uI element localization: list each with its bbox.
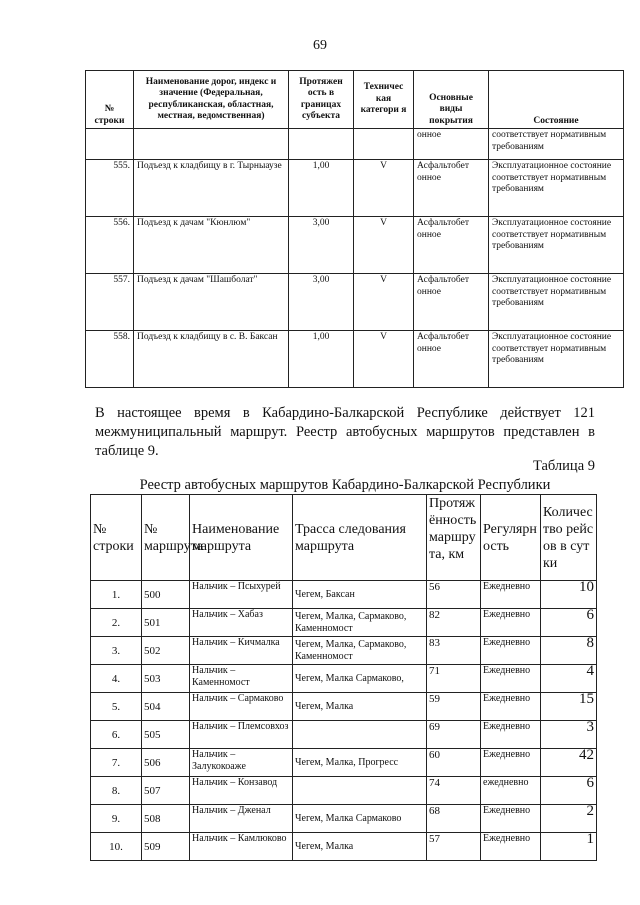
route-number: 509 [142,833,190,861]
route-name: Нальчик – Камлюково [190,833,293,861]
route-row-number: 1. [91,581,142,609]
route-name: Нальчик – Каменномост [190,665,293,693]
row-number: 556. [86,217,134,274]
road-state: Эксплуатационное состояние соответствует нормативным требованиям [489,160,624,217]
route-path: Чегем, Малка [293,693,427,721]
road-category: V [354,160,414,217]
table-row [91,721,597,749]
route-number: 506 [142,749,190,777]
route-trips: 15 [541,693,597,721]
route-regularity: Ежедневно [481,805,541,833]
routes-table [90,494,597,861]
routes-header-length: Протяжённость маршрута, км [427,495,481,581]
table-row [91,777,597,805]
road-category: V [354,331,414,388]
route-name: Нальчик – Сармаково [190,693,293,721]
routes-header-name: Наименование маршрута [190,495,293,581]
route-path: Чегем, Малка, Сармаково, Каменномост [293,637,427,665]
surface-cell: онное [414,129,489,160]
road-category: V [354,217,414,274]
roads-header-length: Протяжен ость в границах субъекта [289,71,354,129]
road-length: 1,00 [289,331,354,388]
route-path: Чегем, Баксан [293,581,427,609]
table-row [91,833,597,861]
table-row [91,749,597,777]
table-row [86,217,624,274]
route-trips: 4 [541,665,597,693]
route-name: Нальчик – Племсовхоз [190,721,293,749]
table-row-continuation [86,129,624,160]
route-number: 508 [142,805,190,833]
routes-header-row: № строки [91,495,142,581]
route-regularity: Ежедневно [481,749,541,777]
table-row [86,331,624,388]
route-number: 507 [142,777,190,805]
route-number: 504 [142,693,190,721]
route-path: Чегем, Малка, Прогресс [293,749,427,777]
route-row-number: 9. [91,805,142,833]
route-number: 500 [142,581,190,609]
route-path: Чегем, Малка Сармаково [293,805,427,833]
road-length: 1,00 [289,160,354,217]
table-label: Таблица 9 [532,458,595,474]
route-row-number: 8. [91,777,142,805]
route-trips: 3 [541,721,597,749]
road-category: V [354,274,414,331]
route-regularity: Ежедневно [481,609,541,637]
route-regularity: Ежедневно [481,637,541,665]
route-trips: 8 [541,637,597,665]
route-length: 57 [427,833,481,861]
table-row [86,274,624,331]
route-row-number: 4. [91,665,142,693]
route-regularity: ежедневно [481,777,541,805]
roads-header-num: № строки [86,71,134,129]
route-regularity: Ежедневно [481,581,541,609]
page-number: 69 [313,38,327,53]
road-state: Эксплуатационное состояние соответствует нормативным требованиям [489,274,624,331]
roads-table [85,70,624,388]
road-surface: Асфальтобет онное [414,217,489,274]
route-path: Чегем, Малка, Сармаково, Каменномост [293,609,427,637]
roads-header-state: Состояние [489,71,624,129]
table-row [91,805,597,833]
route-regularity: Ежедневно [481,665,541,693]
road-name: Подъезд к дачам "Шашболат" [134,274,289,331]
row-number: 557. [86,274,134,331]
roads-header-name: Наименование дорог, индекс и значение (Федеральная, республиканская, областная, местная, ведомственная) [134,71,289,129]
route-row-number: 7. [91,749,142,777]
route-path [293,721,427,749]
table-row [91,693,597,721]
route-length: 59 [427,693,481,721]
route-path: Чегем, Малка Сармаково, [293,665,427,693]
road-surface: Асфальтобет онное [414,160,489,217]
routes-header-route: № маршрута [142,495,190,581]
route-regularity: Ежедневно [481,693,541,721]
route-name: Нальчик – Хабаз [190,609,293,637]
route-length: 74 [427,777,481,805]
route-trips: 2 [541,805,597,833]
road-surface: Асфальтобет онное [414,274,489,331]
table-row [91,581,597,609]
route-name: Нальчик – Псыхурей [190,581,293,609]
route-row-number: 10. [91,833,142,861]
table-title: Реестр автобусных маршрутов Кабардино-Балкарской Республики [139,477,551,493]
route-number: 505 [142,721,190,749]
route-trips: 42 [541,749,597,777]
routes-header-regularity: Регулярность [481,495,541,581]
roads-header-category: Техничес кая категори я [354,71,414,129]
routes-header-trips: Количество рейсов в сутки [541,495,597,581]
table-row [91,637,597,665]
roads-header-surface: Основные виды покрытия [414,71,489,129]
table-row [91,665,597,693]
route-row-number: 5. [91,693,142,721]
road-length: 3,00 [289,217,354,274]
route-trips: 1 [541,833,597,861]
road-name: Подъезд к дачам "Кюнлюм" [134,217,289,274]
route-name: Нальчик – Дженал [190,805,293,833]
route-row-number: 6. [91,721,142,749]
route-length: 56 [427,581,481,609]
routes-header-path: Трасса следования маршрута [293,495,427,581]
road-surface: Асфальтобет онное [414,331,489,388]
road-state: Эксплуатационное состояние соответствует нормативным требованиям [489,331,624,388]
route-length: 68 [427,805,481,833]
route-path [293,777,427,805]
route-length: 83 [427,637,481,665]
road-name: Подъезд к кладбищу в г. Тырныаузе [134,160,289,217]
route-number: 502 [142,637,190,665]
road-state: Эксплуатационное состояние соответствует нормативным требованиям [489,217,624,274]
route-regularity: Ежедневно [481,721,541,749]
table-row [91,609,597,637]
road-length: 3,00 [289,274,354,331]
intro-paragraph: В настоящее время в Кабардино-Балкарской Республике действует 121 межмуниципальный маршрут. Реестр автобусных маршрутов представлен в таблице 9. [95,405,595,459]
route-trips: 6 [541,777,597,805]
table-row [86,160,624,217]
route-name: Нальчик – Кичмалка [190,637,293,665]
route-path: Чегем, Малка [293,833,427,861]
route-name: Нальчик – Залукокоаже [190,749,293,777]
route-length: 60 [427,749,481,777]
row-number: 558. [86,331,134,388]
route-name: Нальчик – Конзавод [190,777,293,805]
route-regularity: Ежедневно [481,833,541,861]
route-number: 503 [142,665,190,693]
state-cell: соответствует нормативным требованиям [489,129,624,160]
route-trips: 6 [541,609,597,637]
route-trips: 10 [541,581,597,609]
route-row-number: 2. [91,609,142,637]
row-number: 555. [86,160,134,217]
route-length: 82 [427,609,481,637]
route-length: 71 [427,665,481,693]
route-row-number: 3. [91,637,142,665]
road-name: Подъезд к кладбищу в с. В. Баксан [134,331,289,388]
route-number: 501 [142,609,190,637]
route-length: 69 [427,721,481,749]
